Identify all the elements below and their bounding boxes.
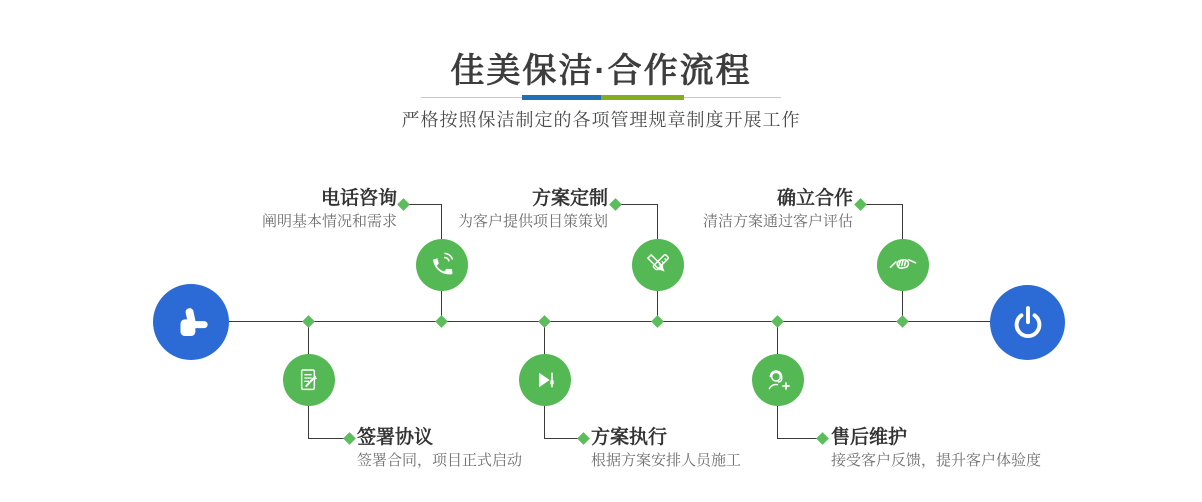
step-title: 方案定制 bbox=[531, 188, 608, 209]
timeline-diamond bbox=[302, 315, 315, 328]
timeline-line bbox=[228, 321, 991, 322]
label-diamond bbox=[577, 432, 590, 445]
play-icon bbox=[529, 364, 561, 396]
step-node-aftersale bbox=[752, 354, 804, 406]
divider-green-segment bbox=[601, 95, 684, 100]
handshake-icon bbox=[886, 248, 920, 282]
step-node-execute bbox=[519, 354, 571, 406]
step-node-plan bbox=[632, 239, 684, 291]
step-node-phone bbox=[416, 239, 468, 291]
timeline-diamond bbox=[435, 315, 448, 328]
connector-phone-horizontal bbox=[408, 204, 442, 205]
connector-execute-horizontal bbox=[544, 438, 579, 439]
timeline-diamond bbox=[896, 315, 909, 328]
start-node bbox=[153, 284, 229, 360]
timeline-diamond bbox=[538, 315, 551, 328]
connector-aftersale-horizontal bbox=[777, 438, 818, 439]
label-diamond bbox=[816, 432, 829, 445]
power-icon bbox=[1007, 302, 1049, 344]
step-desc: 清洁方案通过客户评估 bbox=[702, 213, 853, 230]
step-title: 售后维护 bbox=[831, 427, 908, 448]
end-node bbox=[990, 285, 1065, 360]
step-label-execute bbox=[591, 427, 741, 472]
label-diamond bbox=[397, 198, 410, 211]
connector-confirm-horizontal bbox=[865, 204, 903, 205]
step-label-sign bbox=[357, 427, 522, 472]
step-desc: 阐明基本情况和需求 bbox=[261, 213, 397, 230]
step-title: 电话咨询 bbox=[320, 188, 397, 209]
label-diamond bbox=[609, 198, 622, 211]
step-desc: 接受客户反馈，提升客户体验度 bbox=[831, 452, 1042, 469]
step-title: 签署协议 bbox=[357, 427, 434, 448]
label-diamond bbox=[854, 198, 867, 211]
step-label-phone bbox=[262, 188, 397, 233]
service-icon bbox=[762, 364, 794, 396]
design-icon bbox=[642, 249, 674, 281]
step-label-plan bbox=[458, 188, 608, 233]
connector-sign-horizontal bbox=[308, 438, 345, 439]
step-node-sign bbox=[283, 354, 335, 406]
step-desc: 根据方案安排人员施工 bbox=[591, 452, 742, 469]
divider-blue-segment bbox=[522, 95, 601, 100]
hand-pointer-icon bbox=[170, 301, 212, 343]
step-title: 确立合作 bbox=[776, 188, 853, 209]
timeline-diamond bbox=[651, 315, 664, 328]
phone-icon bbox=[426, 249, 458, 281]
step-label-aftersale bbox=[831, 427, 1041, 472]
page-title: 佳美保洁·合作流程 bbox=[450, 52, 752, 90]
title-divider bbox=[421, 95, 781, 101]
label-diamond bbox=[343, 432, 356, 445]
page-subtitle: 严格按照保洁制定的各项管理规章制度开展工作 bbox=[401, 110, 801, 130]
contract-icon bbox=[293, 364, 325, 396]
timeline-diamond bbox=[771, 315, 784, 328]
step-desc: 为客户提供项目策策划 bbox=[457, 213, 608, 230]
step-label-confirm bbox=[703, 188, 853, 233]
step-node-confirm bbox=[877, 239, 929, 291]
step-desc: 签署合同，项目正式启动 bbox=[357, 452, 523, 469]
step-title: 方案执行 bbox=[591, 427, 668, 448]
connector-plan-horizontal bbox=[620, 204, 658, 205]
